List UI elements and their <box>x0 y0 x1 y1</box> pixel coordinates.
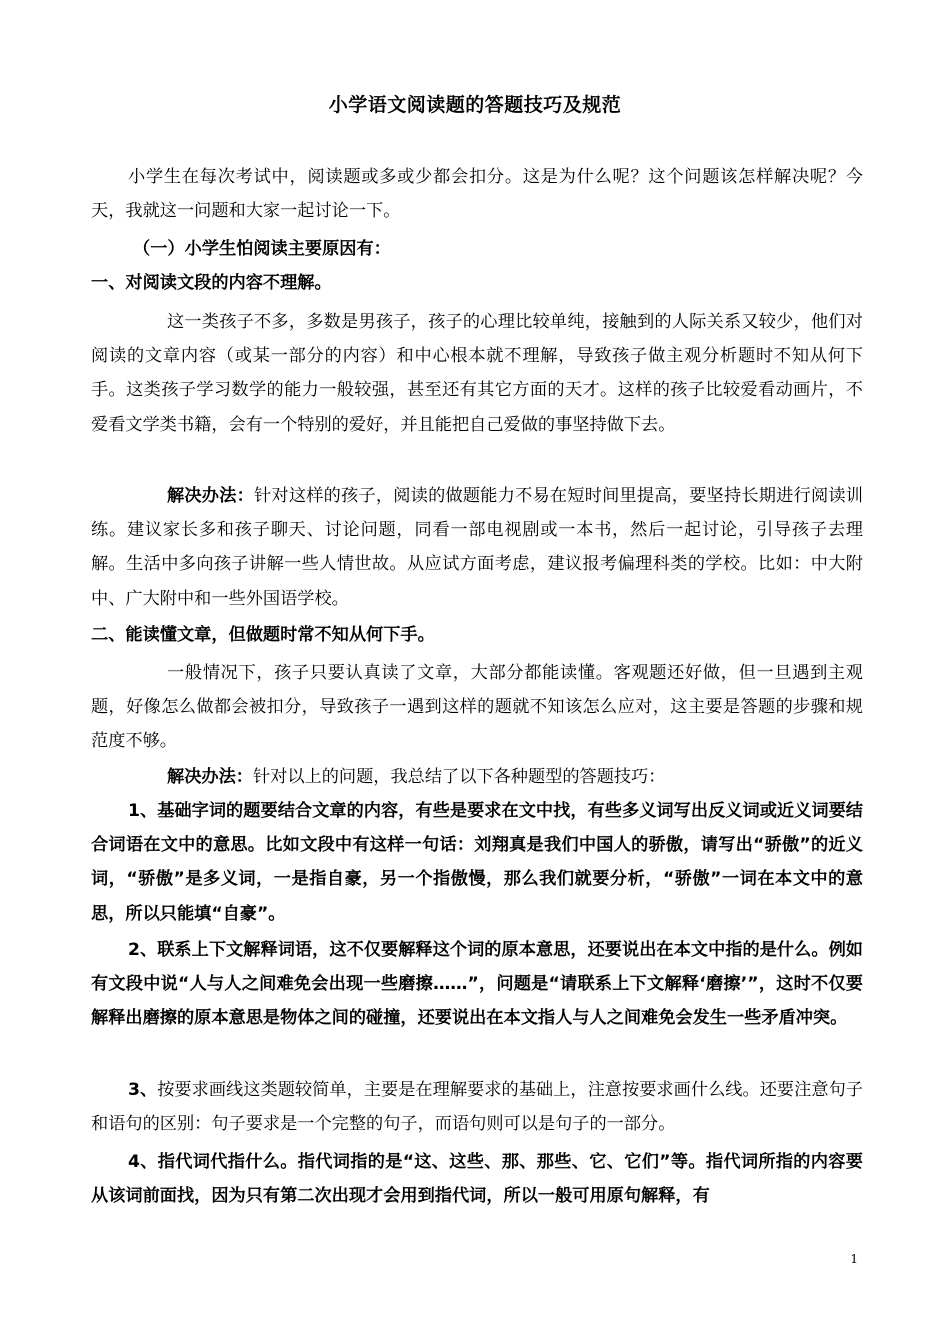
reason1-heading: 一、对阅读文段的内容不理解。 <box>91 273 332 293</box>
tip-text: 按要求画线这类题较简单，主要是在理解要求的基础上，注意按要求画什么线。还要注意句子和语句的区别：句子要求是一个完整的句子，而语句则可以是句子的一部分。 <box>91 1080 863 1135</box>
solution-label: 解决办法： <box>167 486 255 506</box>
tip-4 <box>91 1145 863 1213</box>
solution-label: 解决办法： <box>167 767 253 787</box>
reason2-solution <box>91 760 863 794</box>
page-number: 1 <box>850 1252 858 1266</box>
section-heading: （一）小学生怕阅读主要原因有： <box>133 239 391 259</box>
tip-1 <box>91 794 863 931</box>
tip-text: 联系上下文解释词语，这不仅要解释这个词的原本意思，还要说出在本文中指的是什么。例如有文段中说“人与人之间难免会出现一些磨擦……”，问题是“请联系上下文解释‘磨擦’”，这时不仅要解释出磨擦的原本意思是物体之间的碰撞，还要说出在本文指人与人之间难免会发生一些矛盾冲突。 <box>91 940 863 1029</box>
intro-paragraph: 小学生在每次考试中，阅读题或多或少都会扣分。这是为什么呢？这个问题该怎样解决呢？今天，我就这一问题和大家一起讨论一下。 <box>91 167 863 222</box>
tip-2 <box>91 933 863 1036</box>
solution-text: 针对这样的孩子，阅读的做题能力不易在短时间里提高，要坚持长期进行阅读训练。建议家长多和孩子聊天、讨论问题，同看一部电视剧或一本书，然后一起讨论，引导孩子去理解。生活中多向孩子讲解一些人情世故。从应试方面考虑，建议报考偏理科类的学校。比如：中大附中、广大附中和一些外国语学校。 <box>91 486 863 609</box>
reason2-body: 一般情况下，孩子只要认真读了文章，大部分都能读懂。客观题还好做，但一旦遇到主观题，好像怎么做都会被扣分，导致孩子一遇到这样的题就不知该怎么应对，这主要是答题的步骤和规范度不够。 <box>91 663 863 752</box>
tip-text: 指代词代指什么。指代词指的是“这、这些、那、那些、它、它们”等。指代词所指的内容要从该词前面找，因为只有第二次出现才会用到指代词，所以一般可用原句解释，有 <box>91 1152 863 1207</box>
tip-number: 4、 <box>128 1152 158 1172</box>
page-title: 小学语文阅读题的答题技巧及规范 <box>328 94 622 116</box>
tip-3 <box>91 1073 863 1141</box>
tip-number: 1、 <box>128 801 158 821</box>
tip-text: 基础字词的题要结合文章的内容，有些是要求在文中找，有些多义词写出反义词或近义词要结合词语在文中的意思。比如文段中有这样一句话：刘翔真是我们中国人的骄傲，请写出“骄傲”的近义词，“骄傲”是多义词，一是指自豪，另一个指傲慢，那么我们就要分析，“骄傲”一词在本文中的意思，所以只能填“自豪”。 <box>91 801 863 924</box>
reason1-body: 这一类孩子不多，多数是男孩子，孩子的心理比较单纯，接触到的人际关系又较少，他们对阅读的文章内容（或某一部分的内容）和中心根本就不理解，导致孩子做主观分析题时不知从何下手。这类孩子学习数学的能力一般较强，甚至还有其它方面的天才。这样的孩子比较爱看动画片，不爱看文学类书籍，会有一个特别的爱好，并且能把自己爱做的事坚持做下去。 <box>91 312 863 435</box>
tip-number: 2、 <box>128 940 158 960</box>
reason2-heading: 二、能读懂文章，但做题时常不知从何下手。 <box>91 625 435 645</box>
solution-text: 针对以上的问题，我总结了以下各种题型的答题技巧： <box>252 767 666 787</box>
reason1-solution <box>91 479 863 616</box>
tip-number: 3、 <box>128 1080 158 1100</box>
